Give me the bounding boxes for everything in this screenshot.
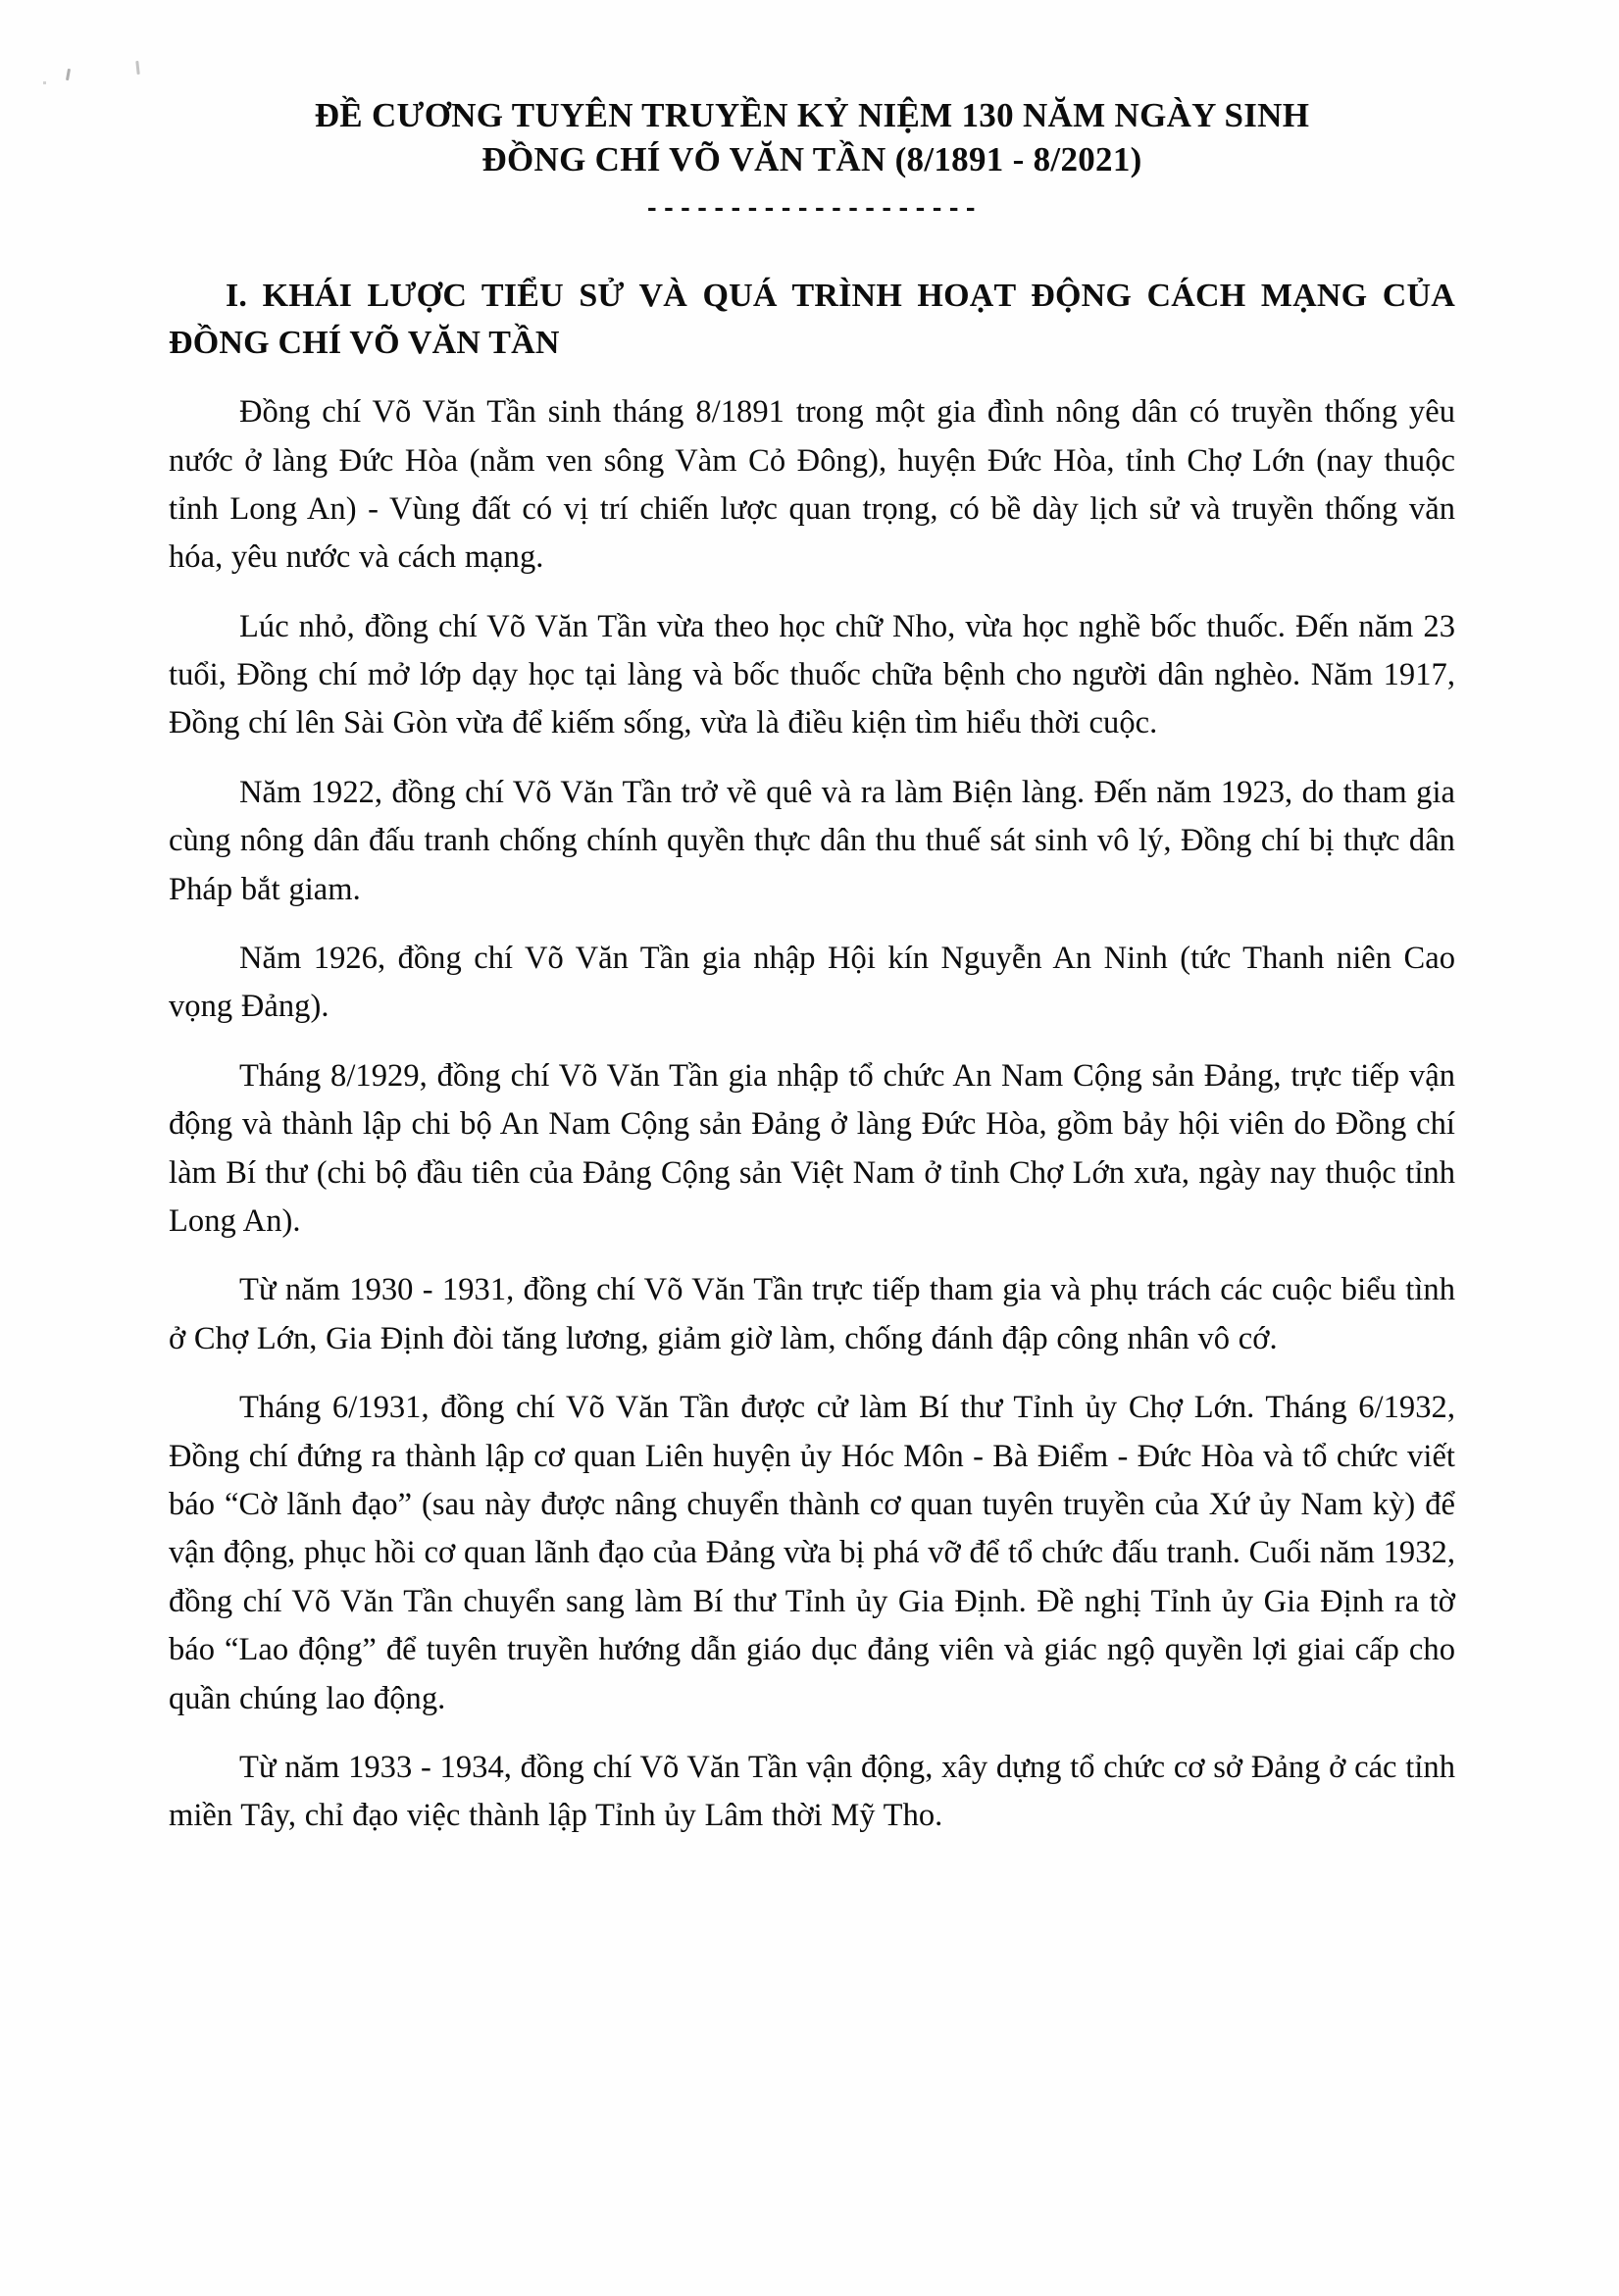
scan-artifact-mark	[43, 81, 46, 84]
body-paragraph: Từ năm 1930 - 1931, đồng chí Võ Văn Tần trực tiếp tham gia và phụ trách các cuộc biểu tình ở Chợ Lớn, Gia Định đòi tăng lương, giảm giờ làm, chống đánh đập công nhân vô cớ.	[169, 1272, 1455, 1356]
document-content	[169, 94, 1455, 1841]
body-paragraph: Đồng chí Võ Văn Tần sinh tháng 8/1891 trong một gia đình nông dân có truyền thống yêu nước ở làng Đức Hòa (nằm ven sông Vàm Cỏ Đông), huyện Đức Hòa, tỉnh Chợ Lớn (nay thuộc tỉnh Long An) - Vùng đất có vị trí chiến lược quan trọng, có bề dày lịch sử và truyền thống văn hóa, yêu nước và cách mạng.	[169, 394, 1455, 576]
document-title-line-2: ĐỒNG CHÍ VÕ VĂN TẦN (8/1891 - 8/2021)	[481, 139, 1142, 179]
document-title-line-1: ĐỀ CƯƠNG TUYÊN TRUYỀN KỶ NIỆM 130 NĂM NGÀY SINH	[314, 96, 1310, 134]
document-title	[169, 94, 1455, 182]
body-paragraph: Lúc nhỏ, đồng chí Võ Văn Tần vừa theo học chữ Nho, vừa học nghề bốc thuốc. Đến năm 23 tuổi, Đồng chí mở lớp dạy học tại làng và bốc thuốc chữa bệnh cho người dân nghèo. Năm 1917, Đồng chí lên Sài Gòn vừa để kiếm sống, vừa là điều kiện tìm hiểu thời cuộc.	[169, 608, 1455, 741]
section-heading-i: I. KHÁI LƯỢC TIỂU SỬ VÀ QUÁ TRÌNH HOẠT ĐỘNG CÁCH MẠNG CỦA ĐỒNG CHÍ VÕ VĂN TẦN	[169, 277, 1455, 361]
scan-artifact-mark	[66, 69, 71, 80]
body-paragraph: Năm 1926, đồng chí Võ Văn Tần gia nhập Hội kín Nguyễn An Ninh (tức Thanh niên Cao vọng Đảng).	[169, 941, 1455, 1025]
body-paragraph: Tháng 6/1931, đồng chí Võ Văn Tần được cử làm Bí thư Tỉnh ủy Chợ Lớn. Tháng 6/1932, Đồng chí đứng ra thành lập cơ quan Liên huyện ủy Hóc Môn - Bà Điểm - Đức Hòa và tổ chức viết báo “Cờ lãnh đạo” (sau này được nâng chuyển thành cơ quan tuyên truyền của Xứ ủy Nam kỳ) để vận động, phục hồi cơ quan lãnh đạo của Đảng vừa bị phá vỡ để tổ chức đấu tranh. Cuối năm 1932, đồng chí Võ Văn Tần chuyển sang làm Bí thư Tỉnh ủy Gia Định. Đề nghị Tỉnh ủy Gia Định ra tờ báo “Lao động” để tuyên truyền hướng dẫn giáo dục đảng viên và giác ngộ quyền lợi giai cấp cho quần chúng lao động.	[169, 1390, 1455, 1716]
scan-artifact-mark	[135, 61, 139, 75]
body-paragraph: Tháng 8/1929, đồng chí Võ Văn Tần gia nhập tổ chức An Nam Cộng sản Đảng, trực tiếp vận động và thành lập chi bộ An Nam Cộng sản Đảng ở làng Đức Hòa, gồm bảy hội viên do Đồng chí làm Bí thư (chi bộ đầu tiên của Đảng Cộng sản Việt Nam ở tỉnh Chợ Lớn xưa, ngày nay thuộc tỉnh Long An).	[169, 1057, 1455, 1239]
body-paragraph: Từ năm 1933 - 1934, đồng chí Võ Văn Tần vận động, xây dựng tổ chức cơ sở Đảng ở các tỉnh miền Tây, chỉ đạo việc thành lập Tỉnh ủy Lâm thời Mỹ Tho.	[169, 1749, 1455, 1834]
body-paragraph: Năm 1922, đồng chí Võ Văn Tần trở về quê và ra làm Biện làng. Đến năm 1923, do tham gia cùng nông dân đấu tranh chống chính quyền thực dân thu thuế sát sinh vô lý, Đồng chí bị thực dân Pháp bắt giam.	[169, 774, 1455, 907]
title-divider: --------------------	[643, 193, 981, 224]
